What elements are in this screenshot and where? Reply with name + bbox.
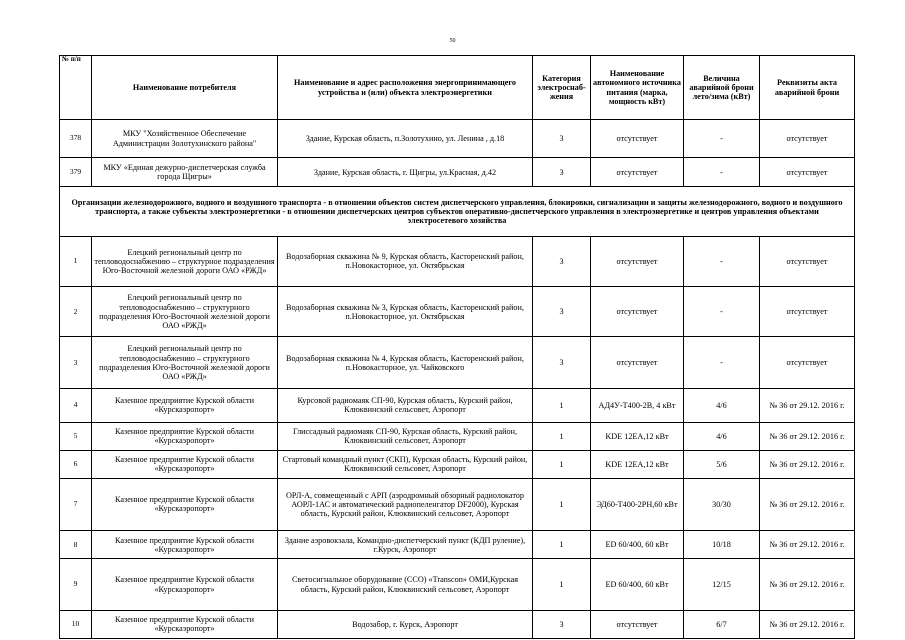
section-row bbox=[60, 187, 855, 236]
header-reserve: Величина аварийной брони лето/зима (кВт) bbox=[684, 56, 760, 120]
row-act: отсутствует bbox=[760, 158, 855, 187]
row-category: 1 bbox=[533, 450, 591, 478]
table-row bbox=[60, 610, 855, 638]
row-object: Водозаборная скважина № 9, Курская область, Касторенский район, п.Новокасторное, ул. Октябрьская bbox=[278, 236, 533, 286]
row-consumer: Казенное предприятие Курской области «Курскаэропорт» bbox=[92, 610, 278, 638]
row-act: отсутствует bbox=[760, 236, 855, 286]
row-act: отсутствует bbox=[760, 120, 855, 158]
row-source: АД4У-Т400-2В, 4 кВт bbox=[591, 389, 684, 423]
row-act: № 36 от 29.12. 2016 г. bbox=[760, 478, 855, 531]
row-num: 3 bbox=[60, 337, 92, 389]
row-num: 5 bbox=[60, 422, 92, 450]
row-consumer: Елецкий региональный центр по тепловодоснабжению – структурное подразделения Юго-Восточной железной дороги ОАО «РЖД» bbox=[92, 236, 278, 286]
header-category: Категория электроснаб- жения bbox=[533, 56, 591, 120]
row-num: 10 bbox=[60, 610, 92, 638]
header-consumer: Наименование потребителя bbox=[92, 56, 278, 120]
row-consumer: Казенное предприятие Курской области «Курскаэропорт» bbox=[92, 389, 278, 423]
table-row bbox=[60, 236, 855, 286]
row-source: ЭД60-Т400-2РН,60 кВт bbox=[591, 478, 684, 531]
row-object: Здание, Курская область, п.Золотухино, ул. Ленина , д.18 bbox=[278, 120, 533, 158]
row-source: KDE 12EA,12 кВт bbox=[591, 450, 684, 478]
row-num: 1 bbox=[60, 236, 92, 286]
row-act: № 36 от 29.12. 2016 г. bbox=[760, 389, 855, 423]
row-num: 379 bbox=[60, 158, 92, 187]
row-num: 378 bbox=[60, 120, 92, 158]
row-object: ОРЛ-А, совмещенный с АРП (аэродромный обзорный радиолокатор АОРЛ-1АС и автоматический радиопеленгатор DF2000), Курская область, Курский район, Клюквинский сельсовет, Аэропорт bbox=[278, 478, 533, 531]
table-row bbox=[60, 531, 855, 559]
row-consumer: Казенное предприятие Курской области «Курскаэропорт» bbox=[92, 531, 278, 559]
row-reserve: - bbox=[684, 158, 760, 187]
row-reserve: - bbox=[684, 337, 760, 389]
row-act: № 36 от 29.12. 2016 г. bbox=[760, 531, 855, 559]
row-source: KDE 12EA,12 кВт bbox=[591, 422, 684, 450]
header-num: № п/п bbox=[60, 56, 92, 120]
row-reserve: 10/18 bbox=[684, 531, 760, 559]
row-object: Водозабор, г. Курск, Аэропорт bbox=[278, 610, 533, 638]
row-reserve: 5/6 bbox=[684, 450, 760, 478]
row-num: 6 bbox=[60, 450, 92, 478]
row-source: отсутствует bbox=[591, 120, 684, 158]
row-category: 3 bbox=[533, 120, 591, 158]
row-object: Водозаборная скважина № 3, Курская область, Касторенский район, п.Новокасторное, ул. Октябрьская bbox=[278, 287, 533, 337]
table-row bbox=[60, 478, 855, 531]
table-row bbox=[60, 120, 855, 158]
row-category: 1 bbox=[533, 422, 591, 450]
row-reserve: - bbox=[684, 236, 760, 286]
row-category: 3 bbox=[533, 158, 591, 187]
row-source: отсутствует bbox=[591, 287, 684, 337]
row-act: № 36 от 29.12. 2016 г. bbox=[760, 450, 855, 478]
row-object: Стартовый командный пункт (СКП), Курская область, Курский район, Клюквинский сельсовет, Аэропорт bbox=[278, 450, 533, 478]
row-consumer: МКУ «Единая дежурно-диспетчерская служба города Щигры» bbox=[92, 158, 278, 187]
row-consumer: Казенное предприятие Курской области «Курскаэропорт» bbox=[92, 559, 278, 611]
table-row bbox=[60, 287, 855, 337]
row-category: 3 bbox=[533, 236, 591, 286]
row-num: 7 bbox=[60, 478, 92, 531]
row-object: Здание, Курская область, г. Щигры, ул.Красная, д.42 bbox=[278, 158, 533, 187]
row-reserve: - bbox=[684, 287, 760, 337]
row-num: 4 bbox=[60, 389, 92, 423]
row-source: отсутствует bbox=[591, 610, 684, 638]
section-title: Организации железнодорожного, водного и воздушного транспорта - в отношении объектов систем диспетчерского управления, блокировки, сигнализации и защиты железнодорожного, водного и воздушного транспорта, а также субъекты электроэнергетики - в отношении диспетчерских центров субъектов оперативно-диспетчерского управления в электроэнергетике и центров управления объектами электросетевого хозяйства bbox=[60, 187, 855, 236]
page-number: 50 bbox=[449, 38, 456, 44]
table-row bbox=[60, 450, 855, 478]
row-reserve: 4/6 bbox=[684, 389, 760, 423]
row-consumer: Елецкий региональный центр по тепловодоснабжению – структурного подразделения Юго-Восточной железной дороги ОАО «РЖД» bbox=[92, 337, 278, 389]
row-num: 9 bbox=[60, 559, 92, 611]
emergency-reserve-table bbox=[59, 55, 855, 639]
row-category: 3 bbox=[533, 610, 591, 638]
row-source: отсутствует bbox=[591, 337, 684, 389]
row-consumer: МКУ "Хозяйственное Обеспечение Администрации Золотухинского района" bbox=[92, 120, 278, 158]
row-source: отсутствует bbox=[591, 236, 684, 286]
row-reserve: 4/6 bbox=[684, 422, 760, 450]
table-row bbox=[60, 559, 855, 611]
row-object: Светосигнальное оборудование (ССО) «Transcon» ОМИ,Курская область, Курский район, Клюквинский сельсовет, Аэропорт bbox=[278, 559, 533, 611]
row-consumer: Казенное предприятие Курской области «Курскаэропорт» bbox=[92, 478, 278, 531]
row-num: 8 bbox=[60, 531, 92, 559]
header-act: Реквизиты акта аварийной брони bbox=[760, 56, 855, 120]
row-reserve: 6/7 bbox=[684, 610, 760, 638]
table-row bbox=[60, 389, 855, 423]
row-act: отсутствует bbox=[760, 287, 855, 337]
row-object: Водозаборная скважина № 4, Курская область, Касторенский район, п.Новокасторное, ул. Чайковского bbox=[278, 337, 533, 389]
header-object: Наименование и адрес расположения энергопринимающего устройства и (или) объекта электроэнергетики bbox=[278, 56, 533, 120]
table-row bbox=[60, 337, 855, 389]
row-act: № 36 от 29.12. 2016 г. bbox=[760, 422, 855, 450]
row-consumer: Казенное предприятие Курской области «Курскаэропорт» bbox=[92, 450, 278, 478]
row-object: Глиссадный радиомаяк СП-90, Курская область, Курский район, Клюквинский сельсовет, Аэропорт bbox=[278, 422, 533, 450]
row-reserve: 12/15 bbox=[684, 559, 760, 611]
row-num: 2 bbox=[60, 287, 92, 337]
row-source: отсутствует bbox=[591, 158, 684, 187]
header-source: Наименование автономного источника питания (марка, мощность кВт) bbox=[591, 56, 684, 120]
row-act: отсутствует bbox=[760, 337, 855, 389]
row-consumer: Елецкий региональный центр по тепловодоснабжению – структурного подразделения Юго-Восточной железной дороги ОАО «РЖД» bbox=[92, 287, 278, 337]
table-row bbox=[60, 158, 855, 187]
row-category: 3 bbox=[533, 287, 591, 337]
row-category: 1 bbox=[533, 389, 591, 423]
row-category: 1 bbox=[533, 478, 591, 531]
row-act: № 36 от 29.12. 2016 г. bbox=[760, 559, 855, 611]
row-act: № 36 от 29.12. 2016 г. bbox=[760, 610, 855, 638]
row-source: ED 60/400, 60 кВт bbox=[591, 559, 684, 611]
table-row bbox=[60, 422, 855, 450]
row-category: 3 bbox=[533, 337, 591, 389]
row-category: 1 bbox=[533, 531, 591, 559]
header-row bbox=[60, 56, 855, 120]
row-consumer: Казенное предприятие Курской области «Курскаэропорт» bbox=[92, 422, 278, 450]
row-reserve: - bbox=[684, 120, 760, 158]
row-object: Здание аэровокзала, Командно-диспетчерский пункт (КДП руление), г.Курск, Аэропорт bbox=[278, 531, 533, 559]
row-category: 1 bbox=[533, 559, 591, 611]
row-reserve: 30/30 bbox=[684, 478, 760, 531]
row-object: Курсовой радиомаяк СП-90, Курская область, Курский район, Клюквинский сельсовет, Аэропорт bbox=[278, 389, 533, 423]
row-source: ED 60/400, 60 кВт bbox=[591, 531, 684, 559]
